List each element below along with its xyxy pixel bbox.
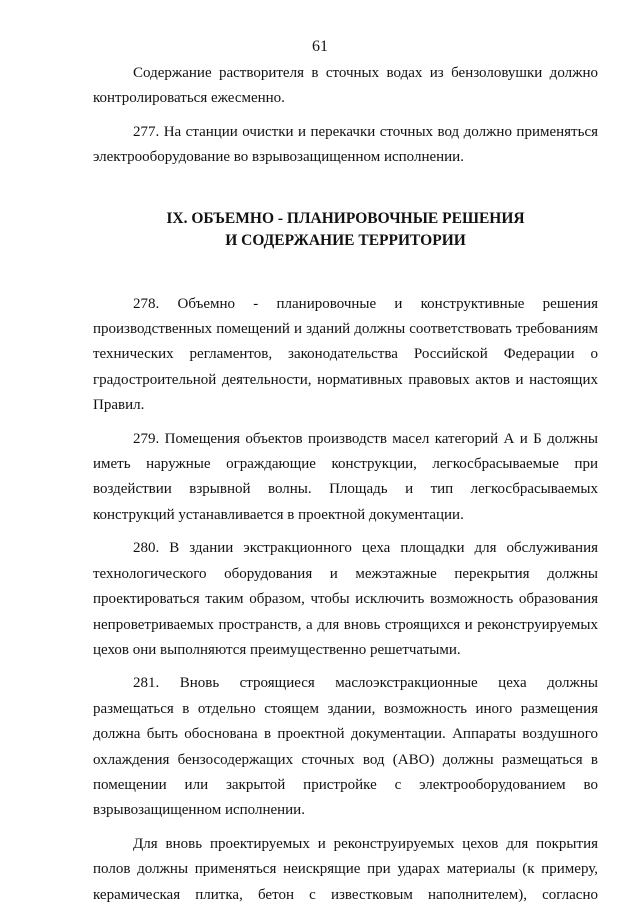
paragraph-280: 280. В здании экстракционного цеха площадки для обслуживания технологического оборудования и межэтажные перекрытия должны проектироваться таким образом, чтобы исключить возможность образования непроветриваемых пространств, а для вновь строящихся и реконструируемых цехов они выполняются преимущественно решетчатыми.: [93, 540, 598, 658]
paragraph-278: 278. Объемно - планировочные и конструктивные решения производственных помещений и зданий должны соответствовать требованиям технических регламентов, законодательства Российской Федерации о градостроительной деятельности, нормативных правовых актов и настоящих Правил.: [93, 295, 598, 414]
document-body: [93, 61, 598, 908]
paragraph-floor-coverings: Для вновь проектируемых и реконструируемых цехов для покрытия полов должны применяться неискрящие при ударах материалы (к примеру, керамическая плитка, бетон с известковым наполнителем), согласно: [93, 835, 598, 903]
section-heading: [93, 208, 598, 252]
paragraph-solvent-content: Содержание растворителя в сточных водах из бензоловушки должно контролироваться ежесменно.: [93, 65, 598, 107]
paragraph-281: 281. Вновь строящиеся маслоэкстракционные цеха должны размещаться в отдельно стоящем здании, возможность иного размещения должна быть обоснована в проектной документации. Аппараты воздушного охлаждения бензосодержащих сточных вод (АВО) должны размещаться в помещении или закрытой пристройке с электрооборудованием во взрывозащищенном исполнении.: [93, 675, 598, 819]
section-heading-line-2: И СОДЕРЖАНИЕ ТЕРРИТОРИИ: [225, 231, 466, 249]
paragraph-279: 279. Помещения объектов производств масел категорий А и Б должны иметь наружные ограждающие конструкции, легкосбрасываемые при воздействии взрывной волны. Площадь и тип легкосбрасываемых конструкций устанавливается в проектной документации.: [93, 430, 598, 523]
section-heading-line-1: IX. ОБЪЕМНО - ПЛАНИРОВОЧНЫЕ РЕШЕНИЯ: [166, 209, 525, 227]
page-number: 61: [312, 38, 328, 55]
paragraph-277: 277. На станции очистки и перекачки сточных вод должно применяться электрооборудование во взрывозащищенном исполнении.: [93, 123, 598, 166]
